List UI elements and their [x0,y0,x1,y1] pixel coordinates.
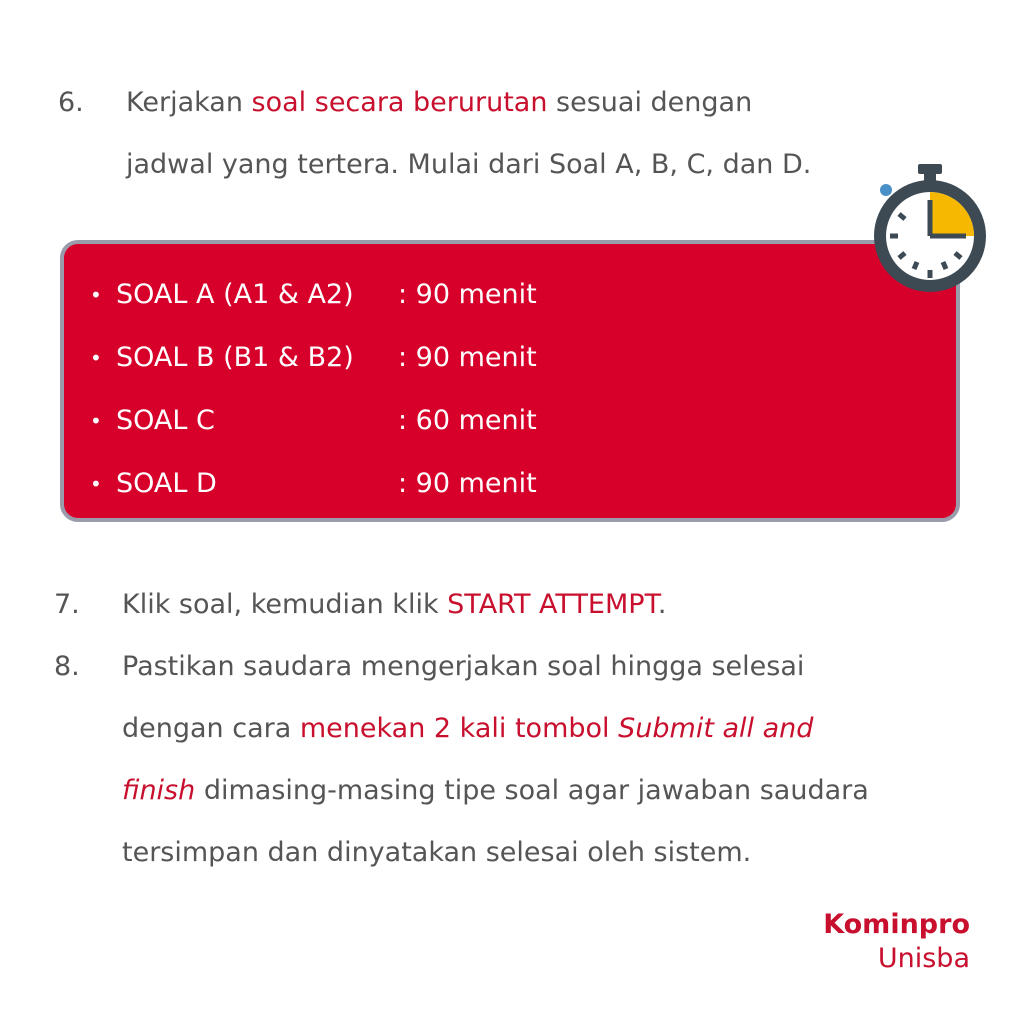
schedule-box [60,240,960,522]
step-7-text: Klik soal, kemudian klik [122,589,448,620]
schedule-duration: : 90 menit [398,279,537,310]
step-6-number: 6. [58,87,84,118]
finish-label: finish [122,775,196,806]
step-8-line-4: tersimpan dan dinyatakan selesai oleh sistem. [122,837,752,868]
step-8-text-cont: dimasing-masing tipe soal agar jawaban saudara [195,775,869,806]
step-7-period: . [657,589,667,620]
start-attempt-label: START ATTEMPT [447,589,658,620]
step-7-line [122,574,666,636]
step-6-text: Kerjakan [126,87,252,118]
brand-sub: Unisba [877,943,970,974]
step-8-line-2 [122,698,813,760]
schedule-duration: : 90 menit [398,468,537,499]
step-6-highlight: soal secara berurutan [251,87,548,118]
step-7-number: 7. [54,589,80,620]
schedule-name: SOAL C [116,405,215,436]
bullet: • [90,283,102,307]
schedule-name: SOAL B (B1 & B2) [116,342,354,373]
stopwatch-icon [866,158,994,294]
schedule-name: SOAL A (A1 & A2) [116,279,354,310]
footer-brand [823,908,970,976]
step-6-line-1 [126,72,752,134]
stopwatch-graphic [866,158,994,294]
step-6-text-post: sesuai dengan [547,87,753,118]
step-6-line-2: jadwal yang tertera. Mulai dari Soal A, B, C, dan D. [126,149,812,180]
bullet: • [90,472,102,496]
brand-name: Kominpro [823,909,970,940]
step-8-line-1: Pastikan saudara mengerjakan soal hingga selesai [122,651,805,682]
step-8-line-3 [122,760,869,822]
step-8-number: 8. [54,651,80,682]
submit-all-label: Submit all and [618,713,814,744]
bullet: • [90,409,102,433]
stopwatch-knob [880,184,892,196]
schedule-duration: : 90 menit [398,342,537,373]
schedule-duration: : 60 menit [398,405,537,436]
step-8-text: dengan cara [122,713,300,744]
bullet: • [90,346,102,370]
step-8-highlight: menekan 2 kali tombol [299,713,619,744]
schedule-name: SOAL D [116,468,217,499]
